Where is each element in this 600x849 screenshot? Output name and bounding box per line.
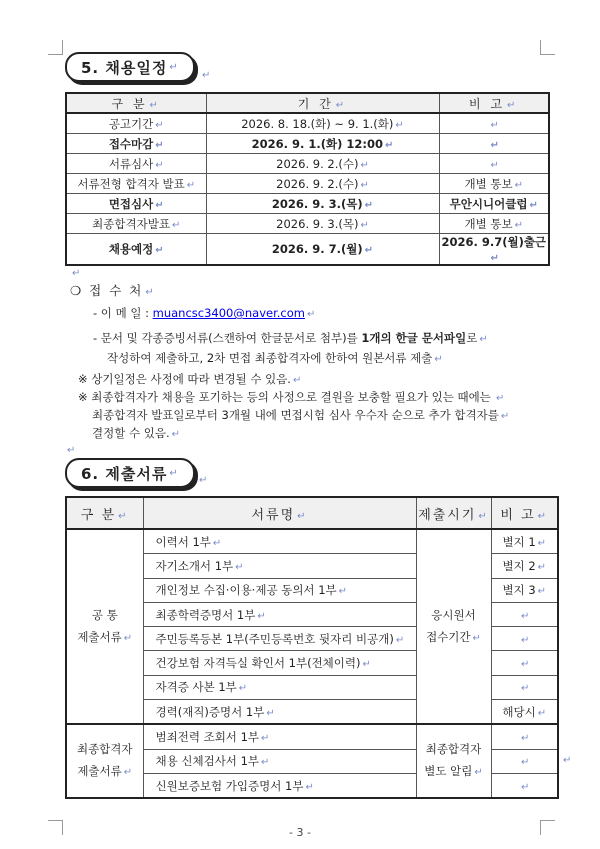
schedule-note-cell bbox=[439, 113, 549, 134]
note-replacement-line-3: 결정할 수 있음. ↵ bbox=[92, 426, 181, 440]
crop-mark-top-left bbox=[48, 40, 63, 55]
schedule-header-period: 기 간 ↵ bbox=[206, 93, 439, 113]
paragraph-mark-icon: ↵ bbox=[490, 159, 499, 171]
schedule-period-cell: 2026. 9. 1.(화) 12:00 ↵ bbox=[206, 134, 439, 154]
schedule-item-cell: 공고기간 ↵ bbox=[66, 113, 206, 134]
paragraph-mark-icon: ↵ bbox=[202, 70, 211, 81]
paragraph-mark-icon: ↵ bbox=[362, 659, 371, 671]
paragraph-mark-icon: ↵ bbox=[537, 707, 547, 719]
doc-format-emphasis: 1개의 한글 문서파일 bbox=[361, 331, 467, 345]
paragraph-mark-icon: ↵ bbox=[155, 159, 164, 171]
paragraph-mark-icon: ↵ bbox=[67, 445, 76, 456]
email-label: - 이 메 일 : bbox=[93, 306, 149, 320]
document-name-cell: 자기소개서 1부 ↵ bbox=[143, 554, 416, 578]
schedule-note-cell bbox=[439, 154, 549, 174]
paragraph-mark-icon: ↵ bbox=[123, 632, 133, 644]
group-final-timing: 최종합격자 별도 알림 ↵ bbox=[416, 724, 491, 798]
paragraph-mark-icon: ↵ bbox=[171, 219, 181, 231]
document-note-cell: 별지 2 ↵ bbox=[491, 554, 558, 578]
schedule-header-row bbox=[66, 93, 549, 113]
paragraph-mark-icon: ↵ bbox=[490, 119, 499, 131]
schedule-item-cell: 채용예정 ↵ bbox=[66, 234, 206, 266]
paragraph-mark-icon: ↵ bbox=[257, 610, 266, 622]
document-name-cell: 건강보험 자격득실 확인서 1부(전체이력) ↵ bbox=[143, 651, 416, 675]
paragraph-mark-icon: ↵ bbox=[364, 199, 374, 211]
document-name-cell: 주민등록등본 1부(주민등록번호 뒷자리 비공개) ↵ bbox=[143, 627, 416, 651]
schedule-period-cell: 2026. 9. 3.(목) ↵ bbox=[206, 214, 439, 234]
schedule-period-cell: 2026. 9. 7.(월) ↵ bbox=[206, 234, 439, 266]
paragraph-mark-icon: ↵ bbox=[123, 767, 133, 779]
paragraph-mark-icon: ↵ bbox=[212, 537, 222, 549]
documents-header-category: 구 분 ↵ bbox=[66, 497, 143, 529]
contact-doc-line-1: - 문서 및 각종증빙서류(스캔하여 한글문서로 첨부)를 1개의 한글 문서파일로 ↵ bbox=[93, 331, 488, 345]
documents-header-note: 비 고 ↵ bbox=[491, 497, 558, 529]
paragraph-mark-icon: ↵ bbox=[360, 179, 369, 191]
paragraph-mark-icon: ↵ bbox=[521, 634, 530, 646]
schedule-header-category: 구 분 ↵ bbox=[66, 93, 206, 113]
schedule-item-cell: 면접심사 ↵ bbox=[66, 194, 206, 214]
paragraph-mark-icon: ↵ bbox=[338, 586, 348, 598]
paragraph-mark-icon: ↵ bbox=[360, 159, 369, 171]
document-row bbox=[66, 529, 558, 554]
paragraph-mark-icon: ↵ bbox=[563, 755, 572, 766]
schedule-item-cell: 서류전형 합격자 발표 ↵ bbox=[66, 174, 206, 194]
paragraph-mark-icon: ↵ bbox=[537, 586, 547, 598]
paragraph-mark-icon: ↵ bbox=[395, 119, 404, 131]
paragraph-mark-icon: ↵ bbox=[155, 119, 164, 131]
paragraph-mark-icon: ↵ bbox=[155, 199, 164, 211]
schedule-item-cell: 접수마감 ↵ bbox=[66, 134, 206, 154]
email-link[interactable]: muancsc3400@naver.com bbox=[152, 306, 305, 320]
section5-title-text: 5. 채용일정 bbox=[81, 58, 168, 77]
documents-header-timing: 제출시기 ↵ bbox=[416, 497, 491, 529]
paragraph-mark-icon: ↵ bbox=[472, 632, 481, 644]
document-note-cell bbox=[491, 627, 558, 651]
section6-title-text: 6. 제출서류 bbox=[81, 464, 168, 483]
paragraph-mark-icon: ↵ bbox=[514, 179, 523, 191]
paragraph-mark-icon: ↵ bbox=[474, 767, 483, 779]
schedule-note-cell: 개별 통보 ↵ bbox=[439, 174, 549, 194]
paragraph-mark-icon: ↵ bbox=[238, 683, 248, 695]
document-name-cell: 신원보증보험 가입증명서 1부 ↵ bbox=[143, 773, 416, 798]
paragraph-mark-icon: ↵ bbox=[364, 245, 374, 256]
paragraph-mark-icon: ↵ bbox=[169, 61, 179, 73]
paragraph-mark-icon: ↵ bbox=[521, 781, 530, 793]
documents-table bbox=[65, 496, 559, 799]
section6-title bbox=[65, 458, 195, 488]
document-note-cell bbox=[491, 773, 558, 798]
note-schedule-change: ※ 상기일정은 사정에 따라 변경될 수 있음. ↵ bbox=[78, 372, 302, 386]
paragraph-mark-icon: ↵ bbox=[521, 683, 530, 695]
schedule-row bbox=[66, 154, 549, 174]
paragraph-mark-icon: ↵ bbox=[490, 253, 499, 264]
document-name-cell: 자격증 사본 1부 ↵ bbox=[143, 675, 416, 699]
paragraph-mark-icon: ↵ bbox=[155, 245, 164, 256]
schedule-table bbox=[65, 92, 550, 266]
schedule-note-cell: 2026. 9.7(월)출근↵ bbox=[439, 234, 549, 266]
document-name-cell: 최종학력증명서 1부 ↵ bbox=[143, 602, 416, 626]
group-common-timing: 응시원서 접수기간 ↵ bbox=[416, 529, 491, 724]
schedule-row bbox=[66, 194, 549, 214]
schedule-period-cell: 2026. 9. 2.(수) ↵ bbox=[206, 174, 439, 194]
paragraph-mark-icon: ↵ bbox=[266, 707, 275, 719]
document-note-cell: 별지 1 ↵ bbox=[491, 529, 558, 554]
document-note-cell: 별지 3 ↵ bbox=[491, 578, 558, 602]
contact-doc-line-2: 작성하여 제출하고, 2차 면접 최종합격자에 한하여 원본서류 제출 ↵ bbox=[107, 351, 443, 365]
group-common-label: 공 통 제출서류 ↵ bbox=[66, 529, 143, 724]
section5-title bbox=[65, 52, 195, 82]
note-replacement-line-1: ※ 최종합격자가 채용을 포기하는 등의 사정으로 결원을 보충할 필요가 있는 때에는 ↵ bbox=[78, 390, 505, 404]
paragraph-mark-icon: ↵ bbox=[360, 219, 369, 231]
documents-header-row bbox=[66, 497, 558, 529]
schedule-row bbox=[66, 113, 549, 134]
document-name-cell: 채용 신체검사서 1부 ↵ bbox=[143, 749, 416, 773]
page-number: - 3 - bbox=[289, 826, 311, 839]
schedule-row bbox=[66, 134, 549, 154]
paragraph-mark-icon: ↵ bbox=[521, 757, 530, 769]
schedule-item-cell: 최종합격자발표 ↵ bbox=[66, 214, 206, 234]
paragraph-mark-icon: ↵ bbox=[199, 475, 208, 486]
schedule-row bbox=[66, 214, 549, 234]
document-note-cell: 해당시 ↵ bbox=[491, 700, 558, 725]
paragraph-mark-icon: ↵ bbox=[72, 268, 81, 279]
paragraph-mark-icon: ↵ bbox=[186, 179, 196, 191]
document-name-cell: 경력(재직)증명서 1부 ↵ bbox=[143, 700, 416, 725]
schedule-header-note: 비 고 ↵ bbox=[439, 93, 549, 113]
group-final-label: 최종합격자 제출서류 ↵ bbox=[66, 724, 143, 798]
paragraph-mark-icon: ↵ bbox=[490, 139, 499, 151]
document-row bbox=[66, 724, 558, 749]
schedule-note-cell: 무안시니어클럽 ↵ bbox=[439, 194, 549, 214]
document-name-cell: 범죄전력 조회서 1부 ↵ bbox=[143, 724, 416, 749]
document-note-cell bbox=[491, 651, 558, 675]
paragraph-mark-icon: ↵ bbox=[261, 757, 270, 769]
contact-email-line: - 이 메 일 : muancsc3400@naver.com ↵ bbox=[93, 306, 316, 320]
document-name-cell: 개인정보 수집·이용·제공 동의서 1부 ↵ bbox=[143, 578, 416, 602]
paragraph-mark-icon: ↵ bbox=[537, 537, 547, 549]
paragraph-mark-icon: ↵ bbox=[514, 219, 523, 231]
schedule-note-cell bbox=[439, 134, 549, 154]
schedule-period-cell: 2026. 9. 2.(수) ↵ bbox=[206, 154, 439, 174]
schedule-row bbox=[66, 234, 549, 266]
note-replacement-line-2: 최종합격자 발표일로부터 3개월 내에 면접시험 심사 우수자 순으로 추가 합격자를 ↵ bbox=[92, 408, 510, 422]
schedule-row bbox=[66, 174, 549, 194]
schedule-period-cell: 2026. 9. 3.(목) ↵ bbox=[206, 194, 439, 214]
paragraph-mark-icon: ↵ bbox=[235, 561, 244, 573]
paragraph-mark-icon: ↵ bbox=[521, 610, 530, 622]
contact-heading: ❍ 접 수 처 ↵ bbox=[70, 283, 156, 298]
paragraph-mark-icon: ↵ bbox=[261, 733, 270, 745]
paragraph-mark-icon: ↵ bbox=[155, 139, 164, 151]
schedule-note-cell: 개별 통보 ↵ bbox=[439, 214, 549, 234]
documents-header-name: 서류명 ↵ bbox=[143, 497, 416, 529]
paragraph-mark-icon: ↵ bbox=[521, 733, 530, 745]
paragraph-mark-icon: ↵ bbox=[305, 781, 314, 793]
paragraph-mark-icon: ↵ bbox=[384, 139, 394, 151]
crop-mark-top-right bbox=[540, 40, 555, 55]
document-note-cell bbox=[491, 749, 558, 773]
paragraph-mark-icon: ↵ bbox=[395, 634, 405, 646]
paragraph-mark-icon: ↵ bbox=[169, 467, 179, 479]
paragraph-mark-icon: ↵ bbox=[521, 659, 530, 671]
schedule-item-cell: 서류심사 ↵ bbox=[66, 154, 206, 174]
document-note-cell bbox=[491, 602, 558, 626]
document-note-cell bbox=[491, 724, 558, 749]
document-note-cell bbox=[491, 675, 558, 699]
paragraph-mark-icon: ↵ bbox=[529, 199, 538, 211]
paragraph-mark-icon: ↵ bbox=[537, 561, 547, 573]
document-name-cell: 이력서 1부 ↵ bbox=[143, 529, 416, 554]
schedule-period-cell: 2026. 8. 18.(화) ~ 9. 1.(화) ↵ bbox=[206, 113, 439, 134]
